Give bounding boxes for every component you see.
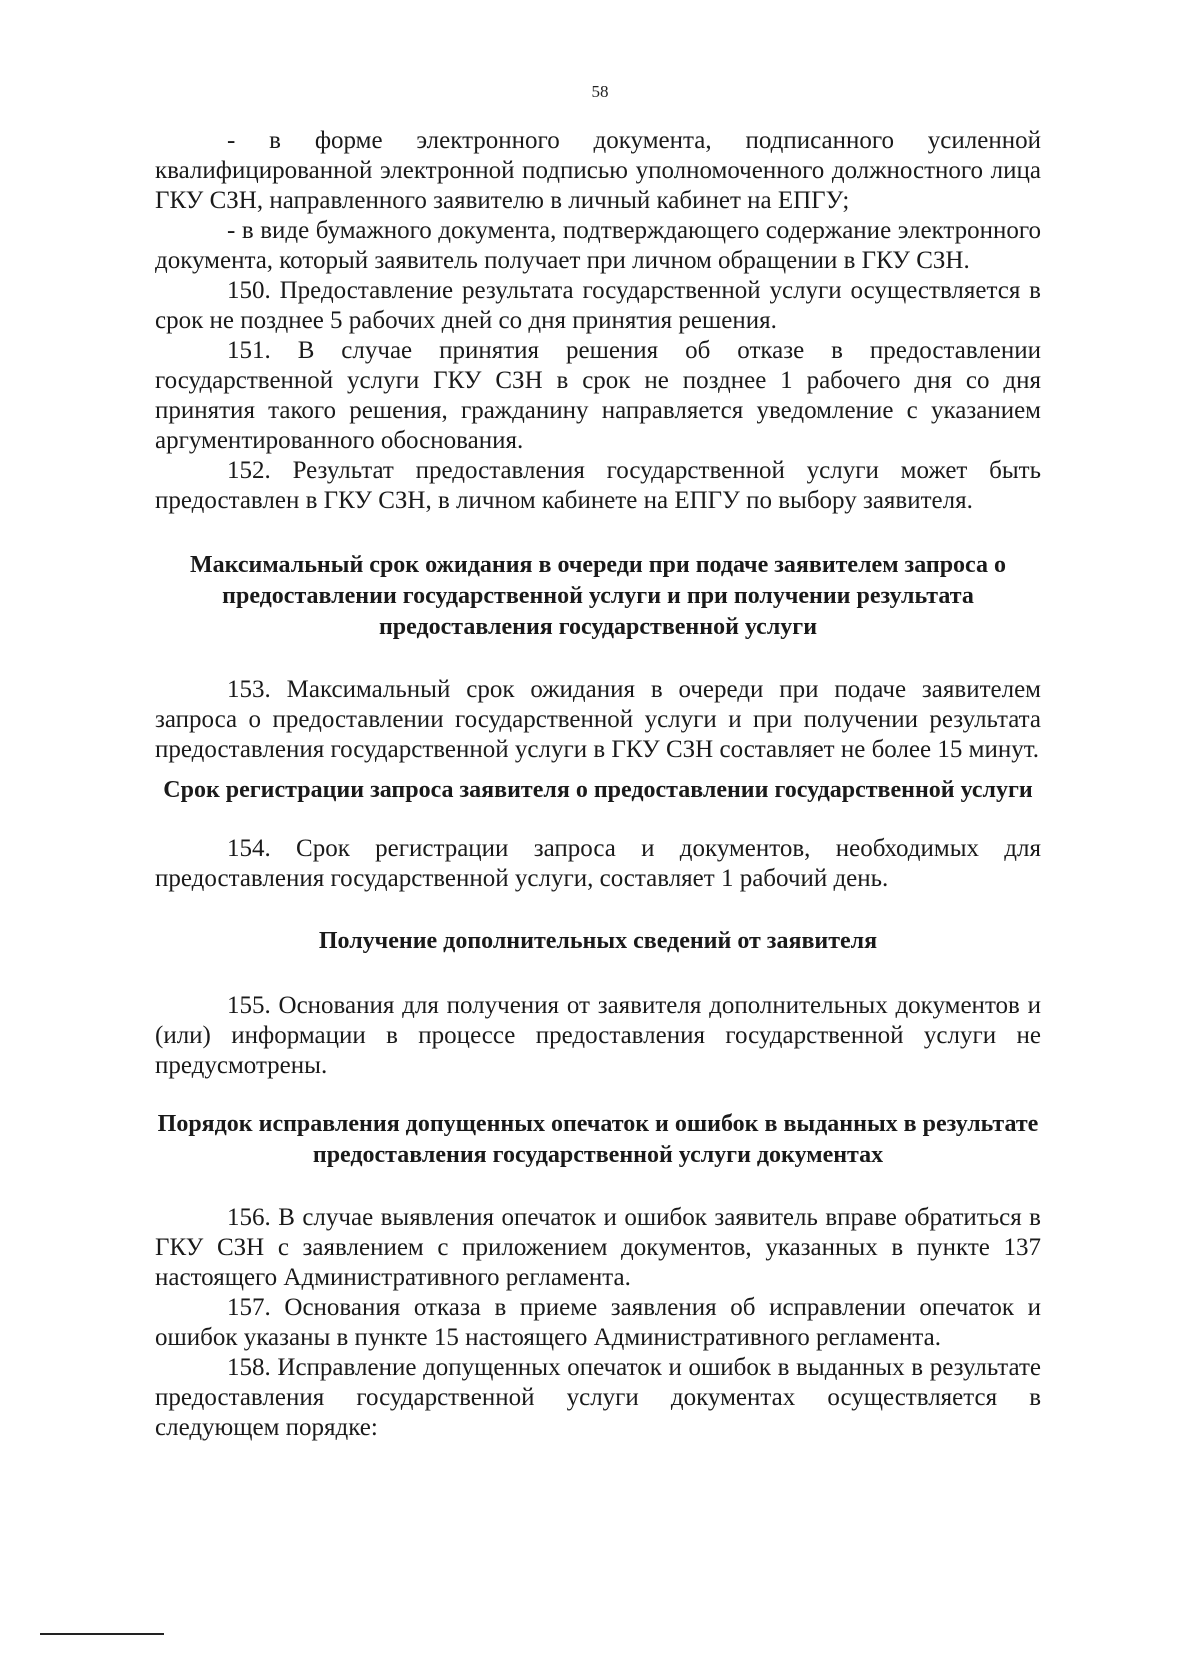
- paragraph-153: 153. Максимальный срок ожидания в очереди при подаче заявителем запроса о предоставлении государственной услуги и при получении результата предоставления государственной услуги в ГКУ СЗН составляет не более 15 минут.: [155, 676, 1041, 763]
- paragraph-151: 151. В случае принятия решения об отказе в предоставлении государственной услуги ГКУ СЗН в срок не позднее 1 рабочего дня со дня принятия такого решения, гражданину направляется уведомление с указанием аргументированного обоснования.: [155, 337, 1041, 454]
- paragraph-paper-document: - в виде бумажного документа, подтверждающего содержание электронного документа, который заявитель получает при личном обращении в ГКУ СЗН.: [155, 217, 1041, 274]
- section-heading-corrections: Порядок исправления допущенных опечаток и ошибок в выданных в результате предоставления государственной услуги документах: [157, 1111, 1039, 1168]
- document-body: [155, 126, 1041, 1443]
- paragraph-152: 152. Результат предоставления государственной услуги может быть предоставлен в ГКУ СЗН, в личном кабинете на ЕПГУ по выбору заявителя.: [155, 457, 1041, 514]
- section-heading-queue: Максимальный срок ожидания в очереди при подаче заявителем запроса о предоставлении государственной услуги и при получении результата предоставления государственной услуги: [189, 552, 1006, 640]
- paragraph-155: 155. Основания для получения от заявителя дополнительных документов и (или) информации в процессе предоставления государственной услуги не предусмотрены.: [155, 992, 1041, 1079]
- paragraph-157: 157. Основания отказа в приеме заявления об исправлении опечаток и ошибок указаны в пункте 15 настоящего Административного регламента.: [155, 1294, 1041, 1351]
- paragraph-150: 150. Предоставление результата государственной услуги осуществляется в срок не позднее 5 рабочих дней со дня принятия решения.: [155, 277, 1041, 334]
- paragraph-electronic-document: - в форме электронного документа, подписанного усиленной квалифицированной электронной подписью уполномоченного должностного лица ГКУ СЗН, направленного заявителю в личный кабинет на ЕПГУ;: [155, 127, 1041, 214]
- paragraph-158: 158. Исправление допущенных опечаток и ошибок в выданных в результате предоставления государственной услуги документах осуществляется в следующем порядке:: [155, 1354, 1041, 1441]
- section-heading-registration: Срок регистрации запроса заявителя о предоставлении государственной услуги: [163, 777, 1033, 803]
- footnote-rule: [40, 1633, 164, 1635]
- page-number: 58: [591, 82, 609, 101]
- section-heading-additional-info: Получение дополнительных сведений от заявителя: [318, 928, 878, 954]
- paragraph-156: 156. В случае выявления опечаток и ошибок заявитель вправе обратиться в ГКУ СЗН с заявлением с приложением документов, указанных в пункте 137 настоящего Административного регламента.: [155, 1204, 1041, 1291]
- paragraph-154: 154. Срок регистрации запроса и документов, необходимых для предоставления государственной услуги, составляет 1 рабочий день.: [155, 835, 1041, 892]
